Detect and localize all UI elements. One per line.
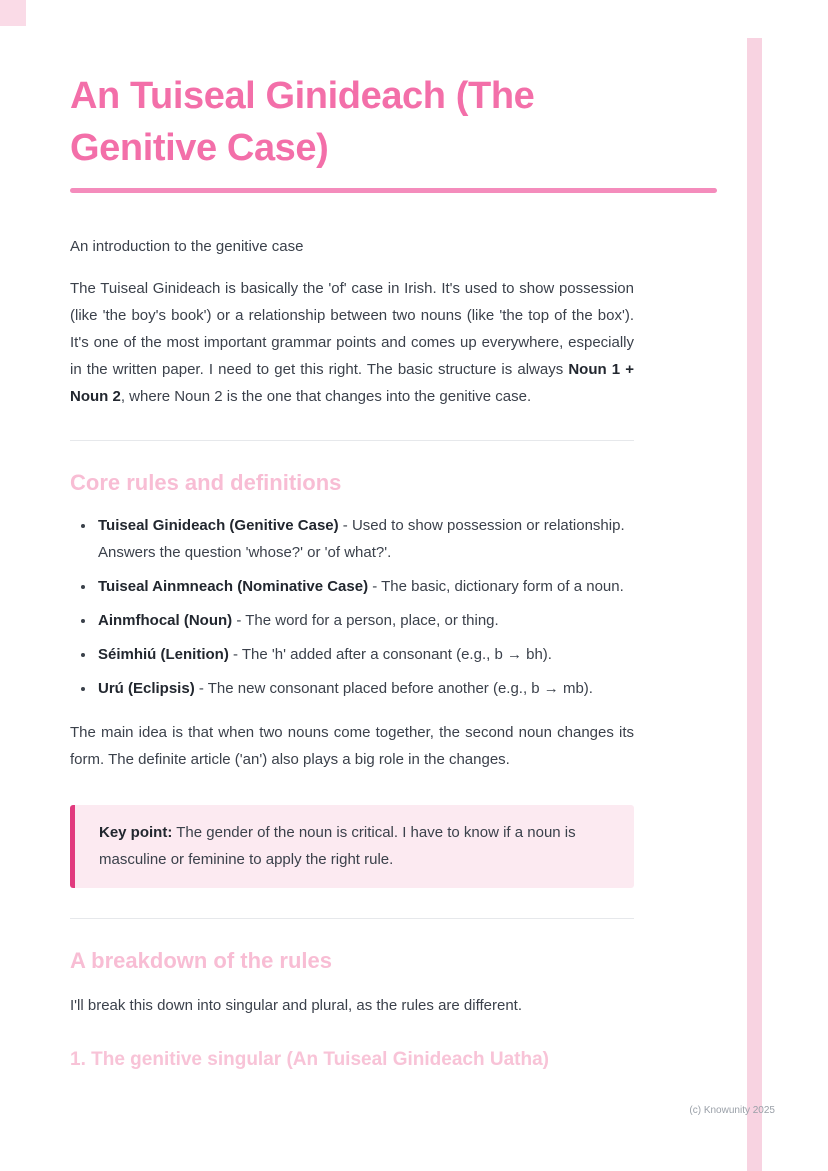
callout-text: The gender of the noun is critical. I have to know if a noun is masculine or feminine to apply the right rule.	[99, 823, 576, 868]
definition-text: - Used to show possession or relationship. Answers the question 'whose?' or 'of what?'.	[98, 516, 625, 561]
intro-paragraph	[70, 275, 634, 410]
definition-item	[96, 641, 634, 668]
key-point-callout	[70, 805, 634, 888]
corner-decoration	[0, 0, 26, 26]
definition-term: Urú (Eclipsis)	[98, 679, 195, 697]
definition-text: - The 'h' added after a consonant (e.g., b → bh).	[228, 645, 552, 663]
core-rules-heading: Core rules and definitions	[70, 469, 342, 495]
definitions-list	[70, 512, 634, 702]
definition-item	[96, 512, 634, 566]
genitive-singular-subheading: 1. The genitive singular (An Tuiseal Ginideach Uatha)	[70, 1048, 549, 1070]
section-divider-top	[70, 440, 634, 441]
definition-text: - The basic, dictionary form of a noun.	[368, 577, 624, 595]
intro-text-post: , where Noun 2 is the one that changes into the genitive case.	[120, 387, 532, 405]
definition-term: Tuiseal Ainmneach (Nominative Case)	[98, 577, 369, 595]
page-subtitle: An introduction to the genitive case	[70, 237, 304, 255]
page-content	[70, 0, 634, 1072]
breakdown-intro: I'll break this down into singular and plural, as the rules are different.	[70, 996, 523, 1014]
copyright-footer: (c) Knowunity 2025	[689, 1105, 775, 1116]
section-divider-bottom	[70, 918, 634, 919]
callout-label: Key point:	[99, 823, 173, 841]
definition-item	[96, 607, 634, 634]
definition-term: Séimhiú (Lenition)	[98, 645, 229, 663]
intro-bold-structure: Noun 1 + Noun 2	[70, 360, 634, 405]
definition-text: - The word for a person, place, or thing.	[232, 611, 499, 629]
definition-text: - The new consonant placed before another (e.g., b → mb).	[194, 679, 593, 697]
page-title: An Tuiseal Ginideach (The Genitive Case)	[70, 75, 535, 170]
summary-paragraph: The main idea is that when two nouns come together, the second noun changes its form. The definite article ('an') also plays a big role in the changes.	[70, 723, 634, 768]
definition-item	[96, 675, 634, 702]
title-underline	[70, 188, 717, 193]
intro-text-pre: The Tuiseal Ginideach is basically the 'of' case in Irish. It's used to show possession (like 'the boy's book') or a relationship between two nouns (like 'the top of the box'). It's one of the most important grammar points and comes up everywhere, especially in the written paper. I need to get this right. The basic structure is always	[70, 279, 634, 378]
breakdown-heading: A breakdown of the rules	[70, 947, 333, 973]
definition-term: Ainmfhocal (Noun)	[98, 611, 233, 629]
definition-term: Tuiseal Ginideach (Genitive Case)	[98, 516, 339, 534]
page-edge-stripe	[747, 38, 762, 1171]
definition-item	[96, 573, 634, 600]
